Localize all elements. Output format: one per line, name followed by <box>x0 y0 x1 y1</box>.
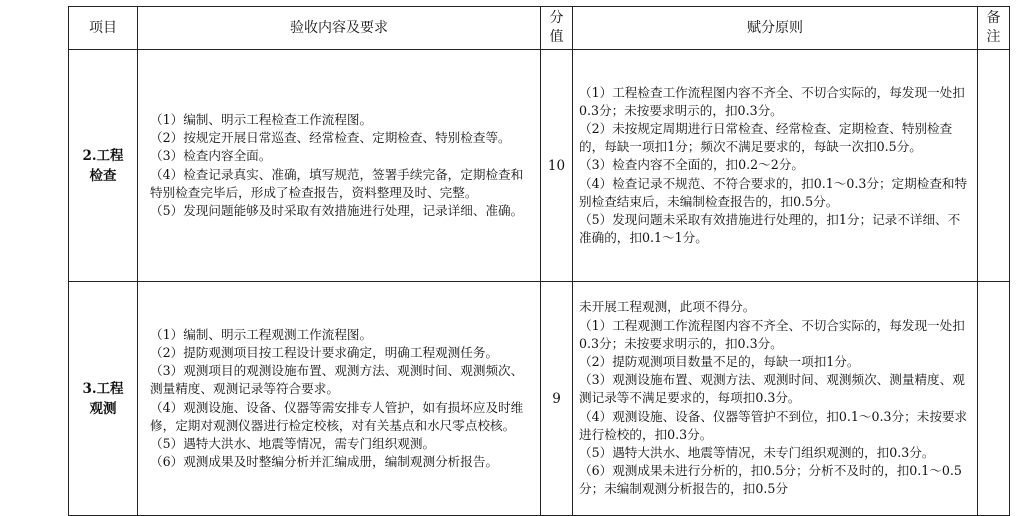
row-content-cell <box>138 282 541 516</box>
row-principle-cell <box>573 282 978 516</box>
principle-line: （6）观测成果未进行分析的，扣0.5分；分析不及时的，扣0.1～0.5分；未编制观测分析报告的，扣0.5分 <box>579 463 962 497</box>
principle-line: （3）检查内容不全面的，扣0.2～2分。 <box>579 157 804 173</box>
principle-line: （2）提防观测项目数量不足的，每缺一项扣1分。 <box>579 353 860 369</box>
table-row <box>69 282 1010 516</box>
row-content-cell <box>138 50 541 282</box>
row-item-line2: 检查 <box>89 167 117 184</box>
principle-line: （4）检查记录不规范、不符合要求的，扣0.1～0.3分；定期检查和特别检查结束后，未编制检查报告的，扣0.5分。 <box>579 175 968 209</box>
row-item-line1: 2.工程 <box>82 147 124 164</box>
row-score-cell: 9 <box>541 282 573 516</box>
header-score <box>541 7 573 50</box>
content-line: （4）检查记录真实、准确，填写规范，签署手续完备，定期检查和特别检查完毕后，形成了检查报告，资料整理及时、完整。 <box>150 166 524 200</box>
content-line: （6）观测成果及时整编分析并汇编成册，编制观测分析报告。 <box>150 454 499 470</box>
row-item-cell <box>69 282 138 516</box>
principle-line: （3）观测设施布置、观测方法、观测时间、观测频次、测量精度、观测记录等不满足要求的，每项扣0.3分。 <box>579 372 965 406</box>
row-note-cell <box>978 50 1010 282</box>
content-line: （1）编制、明示工程检查工作流程图。 <box>150 111 373 127</box>
principle-line: （1）工程观测工作流程图内容不齐全、不切合实际的，每发现一处扣0.3分；未按要求明示的，扣0.3分。 <box>579 317 965 351</box>
content-line: （3）检查内容全面。 <box>150 148 272 164</box>
table-row <box>69 50 1010 282</box>
content-line: （3）观测项目的观测设施布置、观测方法、观测时间、观测频次、测量精度、观测记录等符合要求。 <box>150 363 524 397</box>
header-score-line1: 分 <box>549 10 564 26</box>
header-principle: 赋分原则 <box>573 7 978 50</box>
row-principle-cell <box>573 50 978 282</box>
content-line: （2）按规定开展日常巡查、经常检查、定期检查、特别检查等。 <box>150 130 511 146</box>
principle-line: （5）发现问题未采取有效措施进行处理的，扣1分；记录不详细、不准确的，扣0.1～1分。 <box>579 212 961 246</box>
row-item-line2: 观测 <box>89 400 117 417</box>
content-line: （2）提防观测项目按工程设计要求确定，明确工程观测任务。 <box>150 344 499 360</box>
table-header-row <box>69 7 1010 50</box>
header-note <box>978 7 1010 50</box>
header-content: 验收内容及要求 <box>138 7 541 50</box>
principle-line: （2）未按规定周期进行日常检查、经常检查、定期检查、特别检查的，每缺一项扣1分；频次不满足要求的，每缺一次扣0.5分。 <box>579 120 953 155</box>
content-line: （1）编制、明示工程观测工作流程图。 <box>150 326 373 342</box>
content-line: （4）观测设施、设备、仪器等需安排专人管护，如有损坏应及时维修，定期对观测仪器进行检定校核，对有关基点和水尺零点校核。 <box>150 399 524 433</box>
row-score-cell: 10 <box>541 50 573 282</box>
principle-line: 未开展工程观测，此项不得分。 <box>579 299 756 315</box>
content-line: （5）遇特大洪水、地震等情况，需专门组织观测。 <box>150 435 436 451</box>
header-note-line1: 备 <box>986 10 1001 26</box>
header-item: 项目 <box>69 7 138 50</box>
header-note-line2: 注 <box>986 29 1001 45</box>
content-line: （5）发现问题能够及时采取有效措施进行处理，记录详细、准确。 <box>150 202 524 218</box>
header-score-line2: 值 <box>549 29 564 45</box>
row-note-cell <box>978 282 1010 516</box>
acceptance-table <box>68 6 1010 516</box>
principle-line: （5）遇特大洪水、地震等情况，未专门组织观测的，扣0.3分。 <box>579 445 935 460</box>
principle-line: （1）工程检查工作流程图内容不齐全、不切合实际的，每发现一处扣0.3分；未按要求明示的，扣0.3分。 <box>579 84 965 118</box>
row-item-cell <box>69 50 138 282</box>
row-item-line1: 3.工程 <box>82 380 124 397</box>
principle-line: （4）观测设施、设备、仪器等管护不到位，扣0.1～0.3分；未按要求进行检校的，扣0.3分。 <box>579 408 968 442</box>
